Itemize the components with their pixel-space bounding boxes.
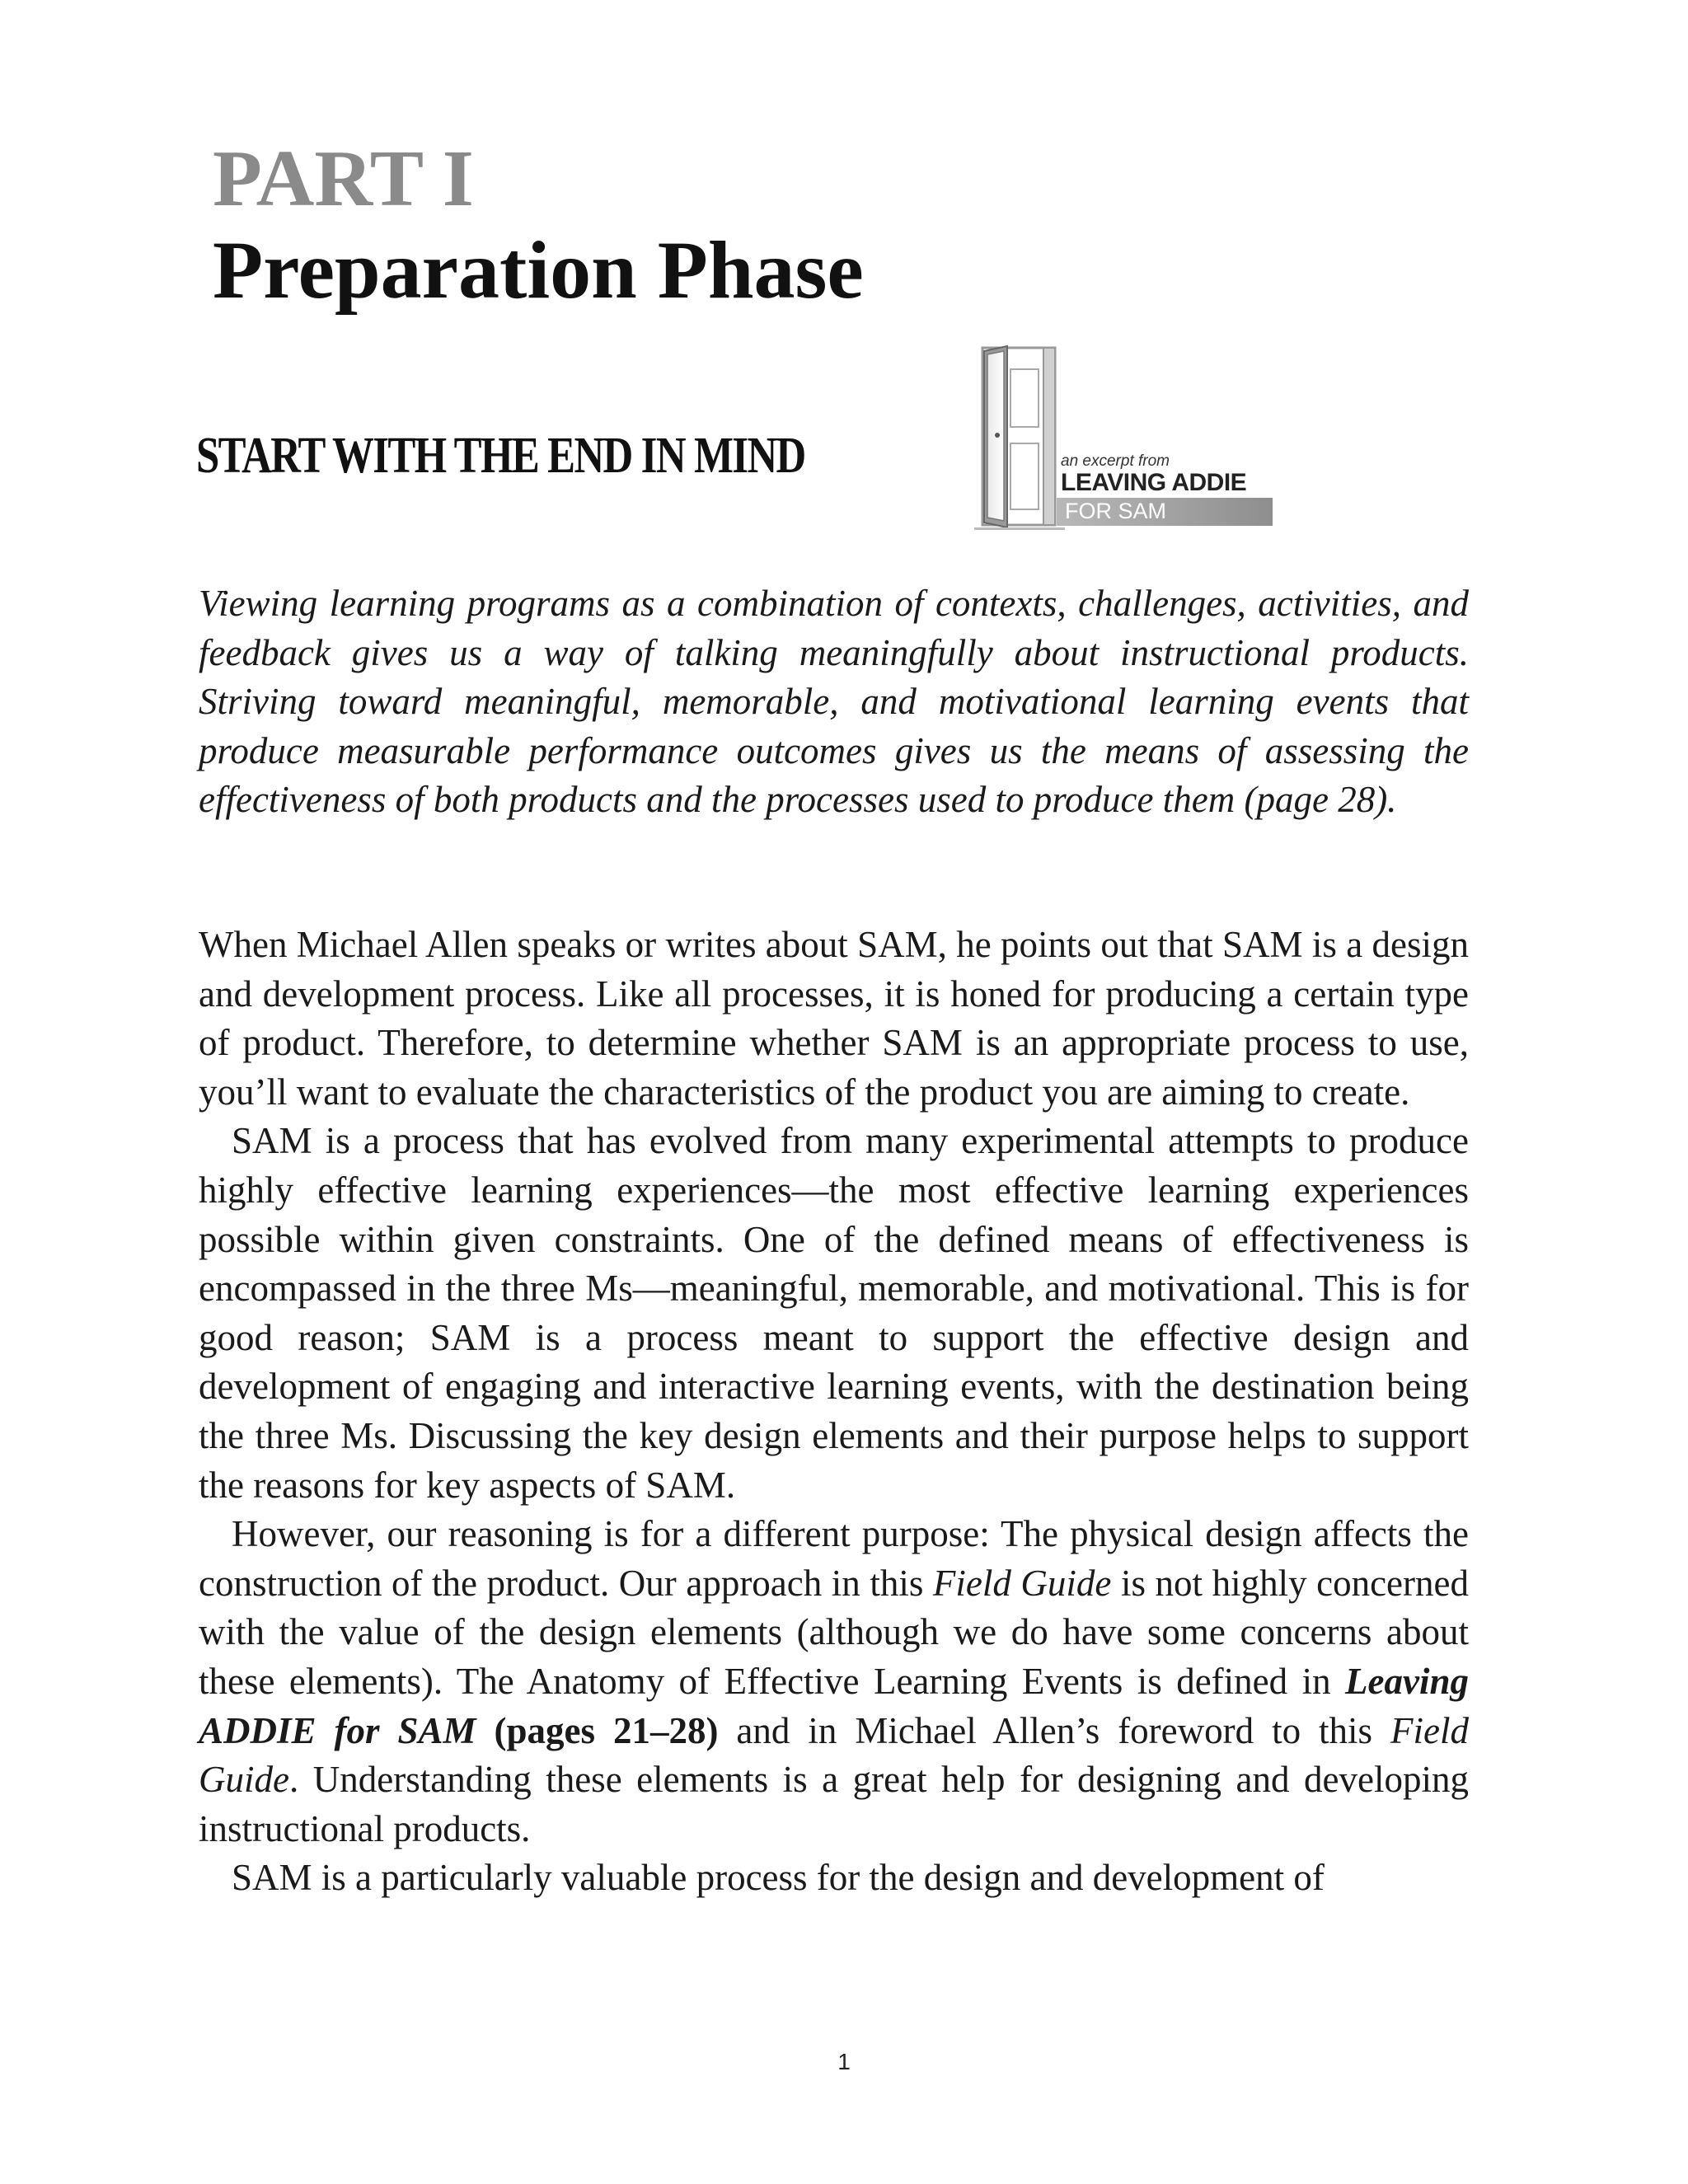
intro-paragraph: Viewing learning programs as a combination of contexts, challenges, activities, and feedback gives us a way of talking meaningfully about instructional products. Striving toward meaningful, memorable, and motivational learning events that produce measurable performance outcomes gives us the means of assessing the effectiveness of both products and the processes used to produce them (page 28). xyxy=(199,583,1469,820)
body-paragraph-1: When Michael Allen speaks or writes about SAM, he points out that SAM is a design and development process. Like all processes, it is honed for producing a certain type of product. Therefore, to determine whether SAM is an appropriate process to use, you’ll want to evaluate the characteristics of the product you are aiming to create. xyxy=(199,924,1469,1113)
p3-text-3: and in Michael Allen’s foreword to this xyxy=(718,1709,1391,1751)
body-paragraph-2: SAM is a process that has evolved from many experimental attempts to produce highly effective learning experiences—the most effective learning experiences possible within given constraints. One of the defined means of effectiveness is encompassed in the three Ms—meaningful, memorable, and motivational. This is for good reason; SAM is a process meant to support the effective design and development of engaging and interactive learning events, with the destination being the three Ms. Discussing the key design elements and their purpose helps to support the reasons for key aspects of SAM. xyxy=(199,1120,1469,1506)
body-text xyxy=(199,921,1469,1903)
body-paragraph-3 xyxy=(199,1510,1469,1854)
badge-book-title: LEAVING ADDIE xyxy=(1061,469,1247,496)
p3-text-4: . Understanding these elements is a great help for designing and developing instructional products. xyxy=(199,1759,1469,1849)
p3-book-title: Leaving ADDIE for SAM xyxy=(199,1660,1469,1751)
page-number: 1 xyxy=(837,2049,851,2074)
badge-excerpt-label: an excerpt from xyxy=(1061,452,1170,470)
leaving-addie-badge xyxy=(974,344,1273,530)
p3-field-guide-1: Field Guide xyxy=(932,1562,1112,1604)
part-title: Preparation Phase xyxy=(213,224,864,316)
door-icon xyxy=(974,344,1065,530)
part-label: PART I xyxy=(213,134,474,223)
p3-text-2: is not highly concerned with the value of the design elements (although we do have some concerns about these elements). The Anatomy of Effective Learning Events is defined in xyxy=(199,1562,1469,1702)
badge-for-sam: FOR SAM xyxy=(1065,499,1167,523)
intro-quote xyxy=(199,579,1469,825)
p3-text-1: However, our reasoning is for a different purpose: The physical design affects the construction of the product. Our approach in this xyxy=(199,1513,1469,1604)
section-heading: START WITH THE END IN MIND xyxy=(196,428,805,484)
body-paragraph-4: SAM is a particularly valuable process for the design and development of xyxy=(232,1857,1325,1899)
p3-field-guide-2: Field Guide xyxy=(199,1709,1470,1801)
p3-pages-ref: (pages 21–28) xyxy=(476,1709,719,1751)
